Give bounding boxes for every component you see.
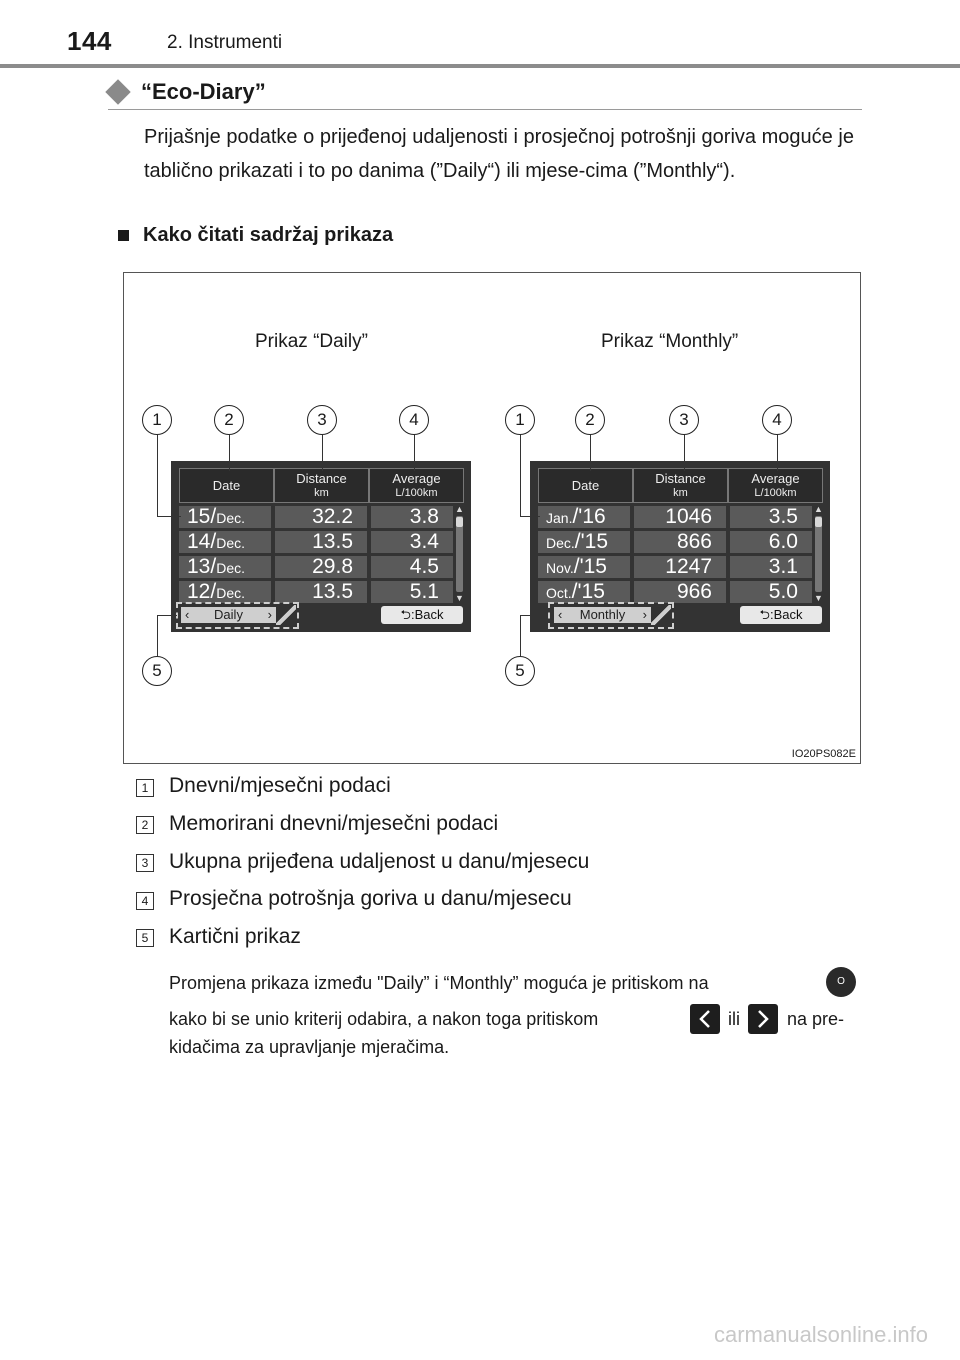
monthly-leader-1 — [520, 435, 521, 517]
note-line-2c: na pre- — [787, 1009, 845, 1029]
daily-header-average — [369, 468, 464, 503]
daily-row-1-distance: 32.2 — [275, 506, 367, 528]
header-distance-unit: km — [673, 487, 688, 499]
watermark: carmanualsonline.info — [713, 1322, 928, 1347]
legend-number-1: 1 — [136, 779, 154, 797]
monthly-row-1-distance: 1046 — [634, 506, 726, 528]
figure-code: IO20PS082E — [791, 748, 856, 760]
legend-text-3: Ukupna prijeđena udaljenost u danu/mjesecu — [169, 850, 590, 873]
square-bullet-icon — [118, 230, 129, 241]
monthly-leader-5b — [520, 615, 548, 616]
scrollbar-track — [815, 516, 822, 592]
legend-text-2: Memorirani dnevni/mjesečni podaci — [169, 812, 499, 835]
daily-leader-2 — [229, 435, 230, 471]
daily-row-4-distance: 13.5 — [275, 581, 367, 603]
back-arrow-icon: ⮌ — [759, 607, 770, 622]
tab-label: Daily — [214, 607, 243, 622]
date-year: /'15 — [574, 530, 608, 553]
tab-slash-icon — [276, 605, 296, 625]
monthly-callout-5: 5 — [505, 656, 535, 686]
daily-row-2-distance: 13.5 — [275, 531, 367, 553]
daily-leader-4 — [414, 435, 415, 471]
meter-control-o-button-icon: O — [826, 967, 856, 997]
section-divider — [108, 109, 862, 110]
header-average-label: Average — [392, 471, 441, 486]
legend-text-5: Kartični prikaz — [169, 925, 301, 948]
daily-leader-1 — [157, 435, 158, 517]
daily-back-button — [381, 606, 463, 624]
note-line-2b: ili — [728, 1009, 740, 1029]
daily-row-1-date — [179, 506, 271, 528]
monthly-leader-1b — [520, 516, 540, 517]
daily-header-date — [179, 468, 274, 503]
monthly-leader-5 — [520, 615, 521, 656]
daily-leader-5 — [157, 615, 158, 656]
legend-number-5: 5 — [136, 929, 154, 947]
header-divider — [0, 64, 960, 68]
date-month: Dec. — [216, 535, 245, 551]
date-year: /'16 — [572, 505, 606, 528]
header-average-label: Average — [751, 471, 800, 486]
daily-screen — [171, 461, 471, 632]
intro-paragraph: Prijašnje podatke o prijeđenoj udaljenosti i prosječnoj potrošnji goriva moguće je tablično prikazati i to po danima (”Daily“) ili mjese-cima (”Monthly“). — [144, 126, 854, 182]
date-month: Jan. — [546, 510, 573, 526]
monthly-row-1-average: 3.5 — [730, 506, 812, 528]
legend-number-4: 4 — [136, 892, 154, 910]
header-date-label: Date — [571, 478, 600, 493]
daily-row-3-average: 4.5 — [371, 556, 453, 578]
date-year: /'15 — [571, 580, 605, 603]
daily-callout-5: 5 — [142, 656, 172, 686]
daily-callout-1: 1 — [142, 405, 172, 435]
back-arrow-icon: ⮌ — [400, 607, 411, 622]
scroll-down-icon: ▼ — [814, 593, 823, 603]
date-month: Oct. — [546, 585, 572, 601]
header-average-unit: L/100km — [395, 487, 438, 499]
monthly-row-4-distance: 966 — [634, 581, 726, 603]
note-line-3: kidačima za upravljanje mjeračima. — [169, 1037, 450, 1057]
date-day: 13/ — [187, 555, 217, 578]
legend-text-1: Dnevni/mjesečni podaci — [169, 774, 391, 797]
scroll-down-icon: ▼ — [455, 593, 464, 603]
monthly-tab — [554, 607, 651, 623]
monthly-row-2-distance: 866 — [634, 531, 726, 553]
daily-leader-3 — [322, 435, 323, 471]
diamond-bullet-icon — [105, 79, 130, 104]
monthly-view-label: Prikaz “Monthly” — [601, 331, 739, 352]
monthly-leader-2 — [590, 435, 591, 471]
monthly-leader-3 — [684, 435, 685, 471]
monthly-screen — [530, 461, 830, 632]
daily-row-4-date — [179, 581, 271, 603]
date-day: 14/ — [187, 530, 217, 553]
monthly-row-2-average: 6.0 — [730, 531, 812, 553]
scroll-up-icon: ▲ — [455, 504, 464, 514]
header-date-label: Date — [212, 478, 241, 493]
chevron-right-icon: › — [267, 607, 272, 622]
daily-tab — [181, 607, 276, 623]
monthly-row-3-distance: 1247 — [634, 556, 726, 578]
scrollbar-thumb — [456, 517, 463, 527]
subheading: Kako čitati sadržaj prikaza — [143, 224, 394, 246]
daily-leader-1b — [157, 516, 181, 517]
back-label: :Back — [769, 607, 803, 622]
scrollbar-track — [456, 516, 463, 592]
scrollbar-thumb — [815, 517, 822, 527]
chapter-title: 2. Instrumenti — [167, 32, 283, 53]
monthly-back-button — [740, 606, 822, 624]
chevron-left-button-icon — [690, 1004, 720, 1034]
date-month: Dec. — [216, 510, 245, 526]
daily-row-1-average: 3.8 — [371, 506, 453, 528]
monthly-callout-3: 3 — [669, 405, 699, 435]
monthly-row-4-average: 5.0 — [730, 581, 812, 603]
date-day: 15/ — [187, 505, 217, 528]
header-distance-label: Distance — [296, 471, 347, 486]
monthly-callout-1: 1 — [505, 405, 535, 435]
daily-row-3-date — [179, 556, 271, 578]
legend-number-3: 3 — [136, 854, 154, 872]
daily-row-3-distance: 29.8 — [275, 556, 367, 578]
section-title: “Eco-Diary” — [141, 79, 266, 104]
chevron-right-icon: › — [642, 607, 647, 622]
monthly-row-4-date — [538, 581, 630, 603]
legend-number-2: 2 — [136, 816, 154, 834]
daily-header-distance — [274, 468, 369, 503]
date-month: Nov. — [546, 560, 574, 576]
daily-callout-2: 2 — [214, 405, 244, 435]
date-year: /'15 — [573, 555, 607, 578]
scroll-up-icon: ▲ — [814, 504, 823, 514]
monthly-row-3-date — [538, 556, 630, 578]
note-line-2a: kako bi se unio kriterij odabira, a nakon toga pritiskom — [169, 1009, 599, 1029]
monthly-leader-4 — [777, 435, 778, 471]
chevron-left-icon: ‹ — [185, 607, 190, 622]
daily-callout-3: 3 — [307, 405, 337, 435]
monthly-row-1-date — [538, 506, 630, 528]
date-month: Dec. — [546, 535, 575, 551]
chevron-right-icon — [748, 1004, 778, 1034]
header-distance-unit: km — [314, 487, 329, 499]
date-month: Dec. — [216, 585, 245, 601]
daily-view-label: Prikaz “Daily” — [255, 331, 368, 352]
monthly-row-2-date — [538, 531, 630, 553]
back-label: :Back — [410, 607, 444, 622]
tab-slash-icon — [651, 605, 671, 625]
daily-row-4-average: 5.1 — [371, 581, 453, 603]
chevron-left-icon: ‹ — [558, 607, 563, 622]
legend-text-4: Prosječna potrošnja goriva u danu/mjesecu — [169, 887, 572, 910]
monthly-row-3-average: 3.1 — [730, 556, 812, 578]
monthly-header-date — [538, 468, 633, 503]
monthly-header-distance — [633, 468, 728, 503]
daily-leader-5b — [157, 615, 177, 616]
date-day: 12/ — [187, 580, 217, 603]
tab-label: Monthly — [579, 607, 626, 622]
page-number: 144 — [67, 26, 112, 56]
date-month: Dec. — [216, 560, 245, 576]
monthly-header-average — [728, 468, 823, 503]
daily-row-2-date — [179, 531, 271, 553]
daily-row-2-average: 3.4 — [371, 531, 453, 553]
monthly-callout-4: 4 — [762, 405, 792, 435]
monthly-callout-2: 2 — [575, 405, 605, 435]
header-distance-label: Distance — [655, 471, 706, 486]
chevron-left-icon — [690, 1004, 720, 1034]
note-line-1: Promjena prikaza između "Daily” i “Monthly” moguća je pritiskom na — [169, 973, 709, 993]
daily-callout-4: 4 — [399, 405, 429, 435]
chevron-right-button-icon — [748, 1004, 778, 1034]
header-average-unit: L/100km — [754, 487, 797, 499]
figure-frame — [123, 272, 861, 764]
